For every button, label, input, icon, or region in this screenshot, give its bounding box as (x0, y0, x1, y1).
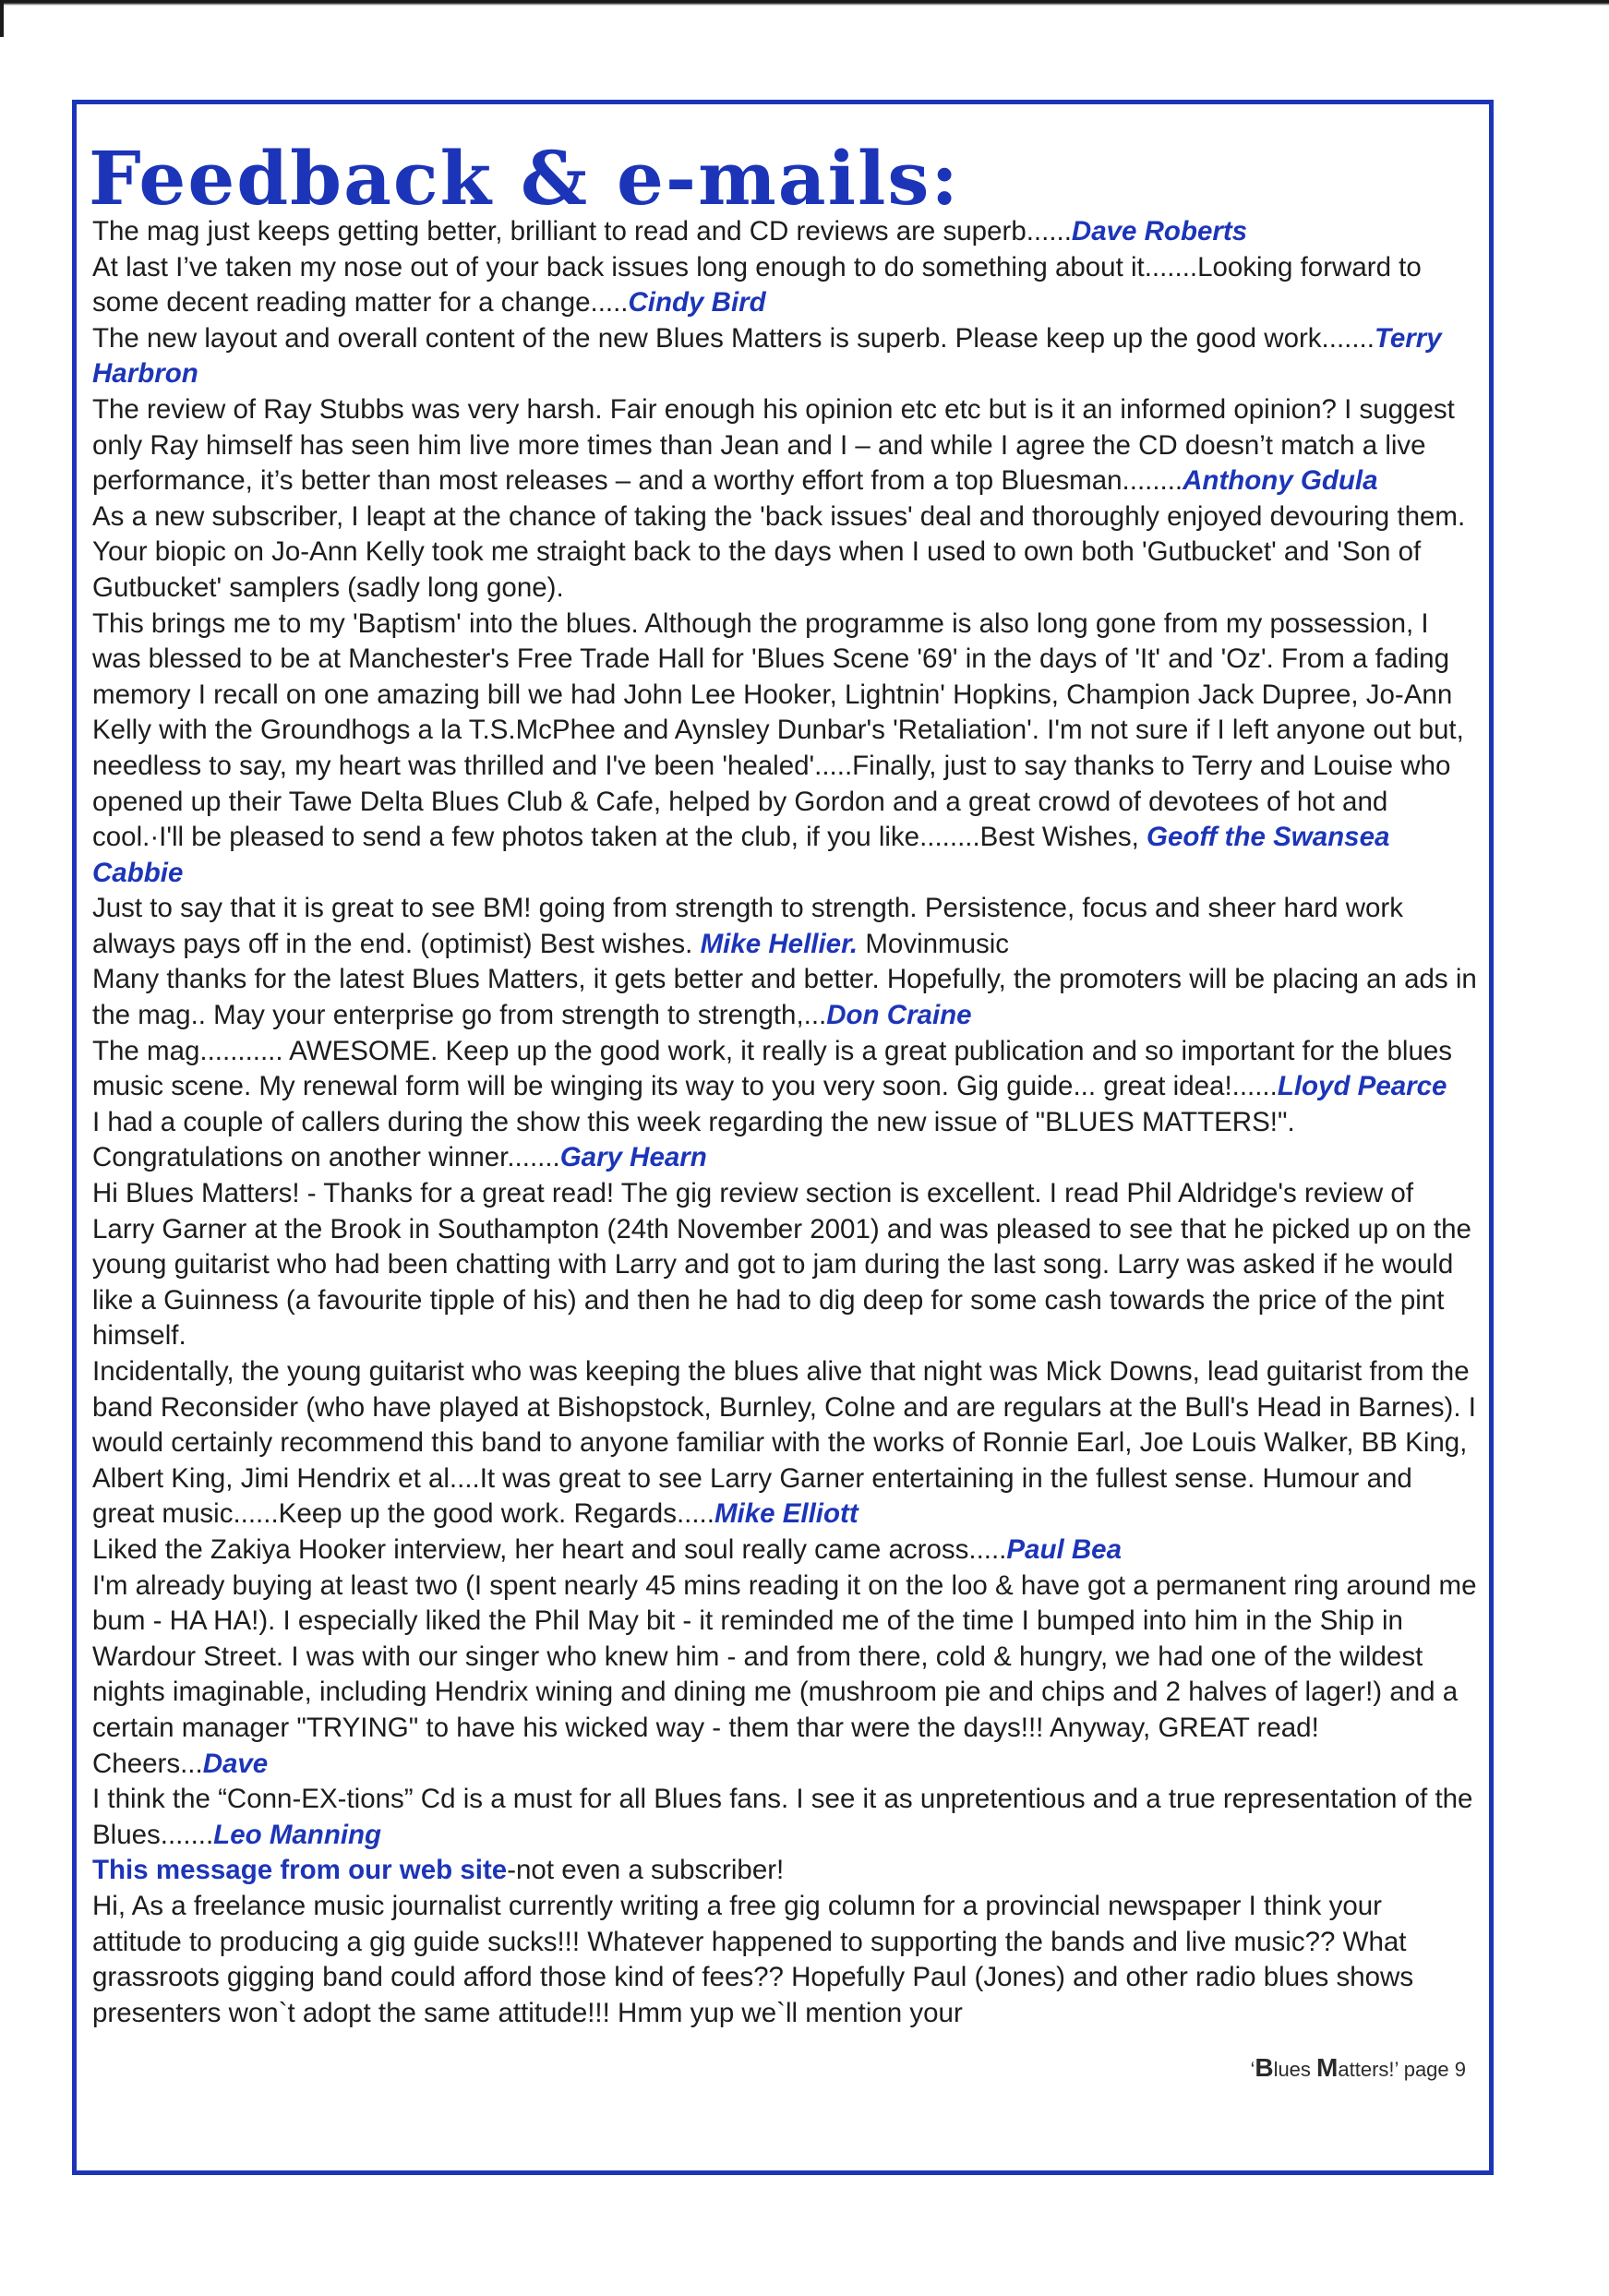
letter-signature: Dave (202, 1748, 269, 1779)
letter-text: The mag just keeps getting better, brilliant to read and CD reviews are superb...... (92, 216, 1072, 246)
letter-signature: Anthony Gdula (1183, 465, 1378, 497)
letter-signature: Terry Harbron (92, 322, 1442, 390)
letter-entry (92, 607, 1477, 892)
letter-signature: Geoff the Swansea Cabbie (92, 822, 1390, 888)
letter-entry (92, 1782, 1477, 1853)
letter-signature: This message from our web site (92, 1855, 508, 1886)
letter-text: I had a couple of callers during the show this week regarding the new issue of "BLUES MATTERS!". Congratulations on another winner....... (92, 1106, 1295, 1173)
letter-entry (92, 1176, 1477, 1354)
letter-entry (92, 250, 1477, 321)
scan-edge-left (0, 0, 4, 37)
letter-text: The new layout and overall content of the new Blues Matters is superb. Please keep up the good work....... (92, 322, 1375, 354)
letter-text: Hi, As a freelance music journalist currently writing a free gig column for a provincial newspaper I think your attitude to producing a gig guide sucks!!! Whatever happened to supporting the bands and live music?? What grassroots gigging band could afford those kind of fees?? Hopefully Paul (Jones) and other radio blues shows presenters won`t adopt the same attitude!!! Hmm yup we`ll mention your (92, 1890, 1414, 2028)
letter-text: I think the “Conn-EX-tions” Cd is a must for all Blues fans. I see it as unpretentious and a true representation of the Blues....... (92, 1784, 1473, 1850)
letter-text: The mag........... AWESOME. Keep up the good work, it really is a great publication and so important for the blues music scene. My renewal form will be winging its way to you very soon. Gig guide... great idea!...... (92, 1035, 1453, 1102)
letter-text: Incidentally, the young guitarist who was keeping the blues alive that night was Mick Downs, lead guitarist from the band Reconsider (who have played at Bishopstock, Burnley, Colne and are regulars at the Bull's Head in Barnes). I would certainly recommend this band to anyone familiar with the works of Ronnie Earl, Joe Louis Walker, BB King, Albert King, Jimi Hendrix et al....It was great to see Larry Garner entertaining in the fullest sense. Humour and great music......Keep up the good work. Regards..... (92, 1356, 1476, 1530)
letter-text: At last I’ve taken my nose out of your back issues long enough to do something about it.......Looking forward to some decent reading matter for a change..... (92, 251, 1422, 319)
letter-signature: Cindy Bird (628, 287, 766, 319)
letter-entry (92, 499, 1477, 607)
footer-m: M (1316, 2053, 1339, 2082)
letter-entry (92, 962, 1477, 1033)
footer-page-number: page 9 (1398, 2058, 1466, 2081)
letter-text: As a new subscriber, I leapt at the chance of taking the 'back issues' deal and thoroughly enjoyed devouring them. Your biopic on Jo-Ann Kelly took me straight back to the days when I used to own both 'Gutbucket' and 'Son of Gutbucket' samplers (sadly long gone). (92, 500, 1466, 603)
letter-signature: Mike Elliott (714, 1498, 859, 1530)
letter-signature-suffix: Movinmusic (858, 928, 1010, 959)
letter-entry (92, 1533, 1477, 1569)
letter-signature-suffix: -not even a subscriber! (507, 1855, 785, 1886)
footer-atters: atters!’ (1338, 2058, 1399, 2081)
letter-text: The review of Ray Stubbs was very harsh. Fair enough his opinion etc etc but is it an informed opinion? I suggest only Ray himself has seen him live more times than Jean and I – and while I agree the CD doesn’t match a live performance, it’s better than most releases – and a worthy effort from a top Bluesman........ (92, 393, 1455, 497)
letter-entry (92, 1853, 1477, 1889)
letter-entry (92, 321, 1477, 392)
letter-entry (92, 1569, 1477, 1783)
letter-signature: Gary Hearn (559, 1142, 707, 1173)
letter-entry (92, 1354, 1477, 1533)
footer-lues: lues (1273, 2058, 1317, 2081)
letter-text: I'm already buying at least two (I spent nearly 45 mins reading it on the loo & have got a permanent ring around me bum - HA HA!). I especially liked the Phil May bit - it reminded me of the time I bumped into him in the Ship in Wardour Street. I was with our singer who knew him - and from there, cold & hungry, we had one of the wildest nights imaginable, including Hendrix wining and dining me (mushroom pie and chips and 2 halves of lager!) and a certain manager "TRYING" to have his wicked way - them thar were the days!!! Anyway, GREAT read! Cheers... (92, 1569, 1477, 1779)
letter-signature: Lloyd Pearce (1277, 1071, 1447, 1102)
letter-entry (92, 1034, 1477, 1105)
letter-entry (92, 1889, 1477, 2031)
scan-edge (0, 0, 1609, 6)
letter-entry (92, 1105, 1477, 1176)
letter-text: This brings me to my 'Baptism' into the blues. Although the programme is also long gone from my possession, I was blessed to be at Manchester's Free Trade Hall for 'Blues Scene '69' in the days of 'It' and 'Oz'. From a fading memory I recall on one amazing bill we had John Lee Hooker, Lightnin' Hopkins, Champion Jack Dupree, Jo-Ann Kelly with the Groundhogs a la T.S.McPhee and Aynsley Dunbar's 'Retaliation'. I'm not sure if I left anyone out but, needless to say, my heart was thrilled and I've been 'healed'.....Finally, just to say thanks to Terry and Louise who opened up their Tawe Delta Blues Club & Cafe, helped by Gordon and a great crowd of devotees of hot and cool.·I'll be pleased to send a few photos taken at the club, if you like........Best Wishes, (92, 607, 1464, 853)
letter-entry (92, 891, 1477, 962)
letter-text: Hi Blues Matters! - Thanks for a great read! The gig review section is excellent. I read Phil Aldridge's review of Larry Garner at the Brook in Southampton (24th November 2001) and was pleased to see that he picked up on the young guitarist who had been chatting with Larry and got to jam during the last song. Larry was asked if he would like a Guinness (a favourite tipple of his) and then he had to dig deep for some cash towards the price of the pint himself. (92, 1178, 1471, 1352)
footer-b: B (1255, 2053, 1274, 2082)
letter-signature: Dave Roberts (1071, 216, 1248, 246)
letter-text: Just to say that it is great to see BM! going from strength to strength. Persistence, focus and sheer hard work always pays off in the end. (optimist) Best wishes. (92, 893, 1403, 959)
letter-entry (92, 214, 1477, 250)
letter-entry (92, 392, 1477, 499)
footer-quote-open: ‘ (1250, 2058, 1255, 2081)
letter-signature: Mike Hellier. (700, 928, 859, 959)
letter-text: Liked the Zakiya Hooker interview, her heart and soul really came across..... (92, 1533, 1007, 1565)
page-footer (1250, 2053, 1466, 2083)
letter-signature: Paul Bea (1006, 1533, 1122, 1565)
letter-text: Many thanks for the latest Blues Matters, it gets better and better. Hopefully, the promoters will be placing an ads in the mag.. May your enterprise go from strength to strength,... (92, 964, 1477, 1031)
letter-signature: Don Craine (826, 1000, 972, 1031)
letters-column (92, 214, 1477, 2031)
letter-signature: Leo Manning (213, 1819, 382, 1850)
page-title: Feedback & e-mails: (89, 135, 960, 222)
